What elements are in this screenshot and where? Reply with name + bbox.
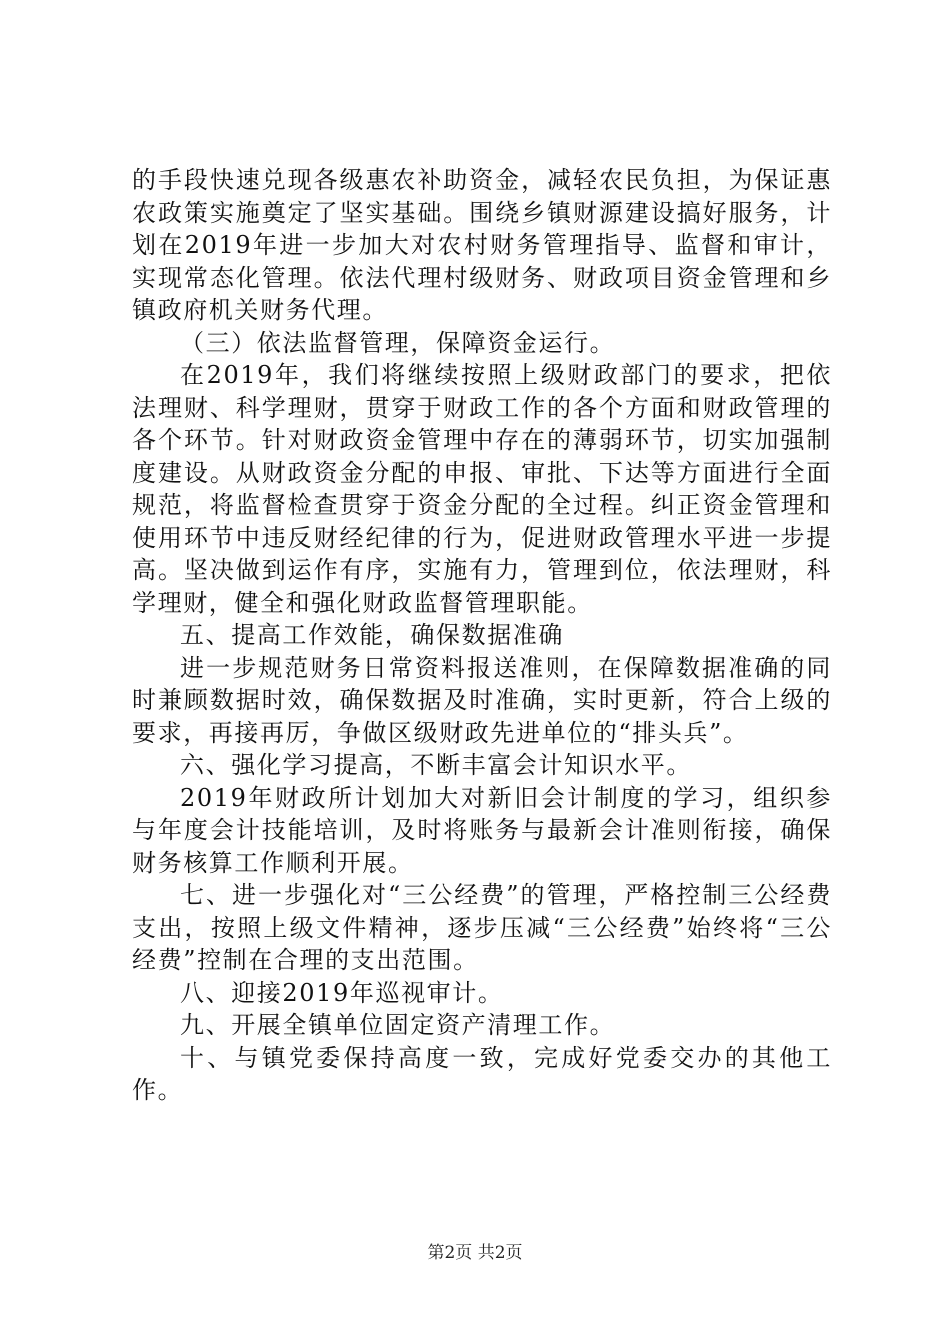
paragraph-supervision: 在2019年，我们将继续按照上级财政部门的要求，把依法理财、科学理财，贯穿于财政工作的各个方面和财政管理的各个环节。针对财政资金管理中存在的薄弱环节，切实加强制度建设。从财政资金分配的申报、审批、下达等方面进行全面规范，将监督检查贯穿于资金分配的全过程。纠正资金管理和使用环节中违反财经纪律的行为，促进财政管理水平进一步提高。坚决做到运作有序，实施有力，管理到位，依法理财，科学理财，健全和强化财政监督管理职能。 xyxy=(132,361,832,617)
section-heading-9: 九、开展全镇单位固定资产清理工作。 xyxy=(180,1011,616,1039)
paragraph-learning: 2019年财政所计划加大对新旧会计制度的学习，组织参与年度会计技能培训，及时将账务与最新会计准则衔接，确保财务核算工作顺利开展。 xyxy=(132,783,832,877)
section-heading-3: （三）依法监督管理，保障资金运行。 xyxy=(180,328,616,357)
section-heading-7: 七、进一步强化对“三公经费”的管理，严格控制三公经费支出，按照上级文件精神，逐步压减“三公经费”始终将“三公经费”控制在合理的支出范围。 xyxy=(132,881,832,974)
page-number-footer: 第2页 共2页 xyxy=(427,1243,523,1263)
section-heading-6: 六、强化学习提高，不断丰富会计知识水平。 xyxy=(180,751,692,779)
section-heading-10: 十、与镇党委保持高度一致，完成好党委交办的其他工作。 xyxy=(132,1043,832,1104)
paragraph-continuation: 的手段快速兑现各级惠农补助资金，减轻农民负担，为保证惠农政策实施奠定了坚实基础。围绕乡镇财源建设搞好服务，计划在2019年进一步加大对农村财务管理指导、监督和审计，实现常态化管理。依法代理村级财务、财政项目资金管理和乡镇政府机关财务代理。 xyxy=(132,166,832,324)
section-heading-8: 八、迎接2019年巡视审计。 xyxy=(180,978,504,1007)
document-body xyxy=(132,164,832,1107)
paragraph-efficiency: 进一步规范财务日常资料报送准则，在保障数据准确的同时兼顾数据时效，确保数据及时准确，实时更新，符合上级的要求，再接再厉，争做区级财政先进单位的“排头兵”。 xyxy=(132,653,832,747)
section-heading-5: 五、提高工作效能，确保数据准确 xyxy=(180,621,564,649)
